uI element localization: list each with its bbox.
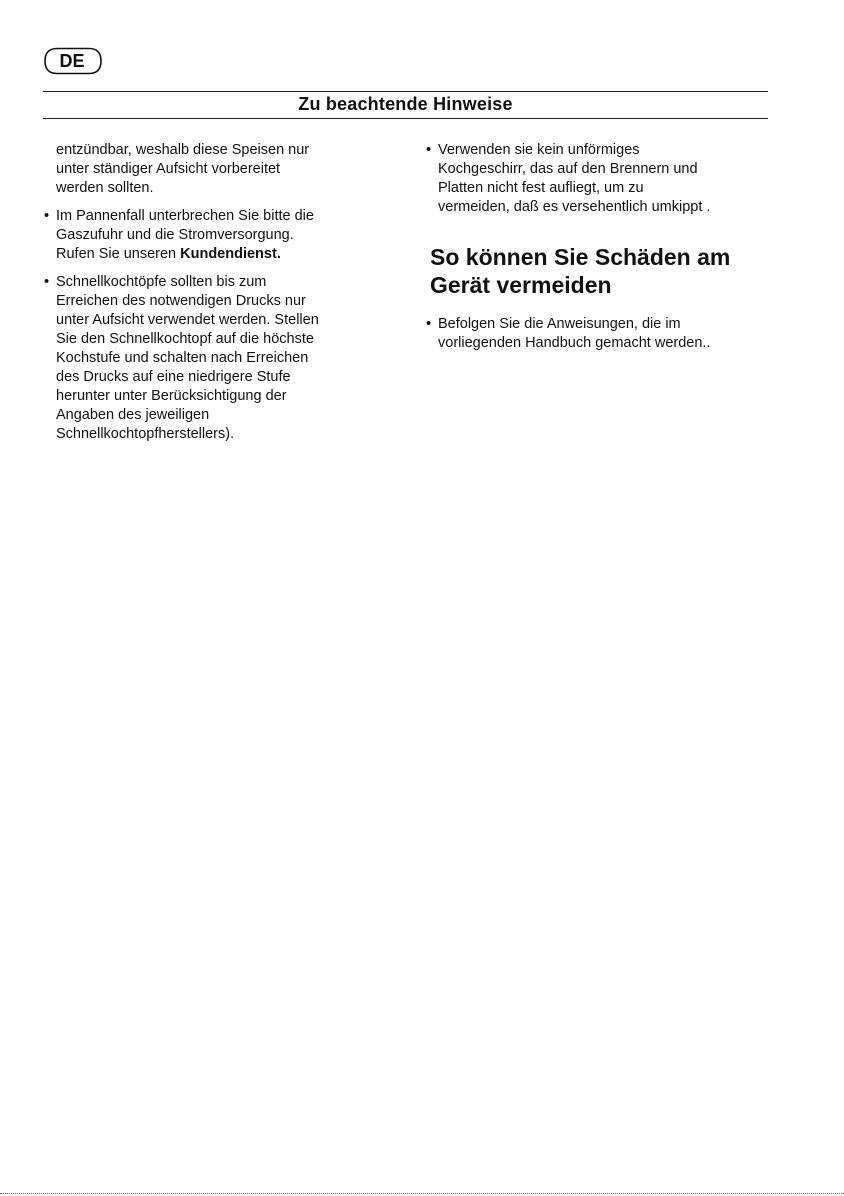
paragraph-line: Schnellkochtopfherstellers). — [56, 426, 235, 442]
paragraph-line: Im Pannenfall unterbrechen Sie bitte die — [56, 208, 314, 224]
page-bottom-edge — [0, 1193, 844, 1194]
paragraph-line — [56, 245, 389, 264]
paragraph-line: Kochstufe und schalten nach Erreichen — [56, 350, 309, 366]
list-item — [44, 141, 389, 198]
list-item — [44, 207, 389, 264]
paragraph-line: Verwenden sie kein unförmiges — [438, 142, 640, 158]
right-column — [426, 141, 776, 362]
paragraph-line: werden sollten. — [56, 180, 154, 196]
language-badge-label: DE — [59, 51, 85, 71]
header-rule-bottom — [43, 118, 768, 119]
list-item — [426, 141, 776, 217]
customer-service-emphasis: Kundendienst — [180, 246, 277, 262]
paragraph-line: Platten nicht fest aufliegt, um zu — [438, 180, 644, 196]
line-suffix: . — [276, 246, 281, 262]
line-prefix: Rufen Sie unseren — [56, 246, 181, 262]
bullet: • — [44, 274, 50, 290]
heading-line: Gerät vermeiden — [430, 272, 612, 298]
paragraph-line: vermeiden, daß es versehentlich umkippt . — [438, 199, 711, 215]
paragraph-line: des Drucks auf eine niedrigere Stufe — [56, 369, 291, 385]
header-rule-top — [43, 91, 768, 92]
bullet: • — [426, 142, 432, 158]
paragraph-line: entzündbar, weshalb diese Speisen nur — [56, 142, 310, 158]
paragraph-line: Gaszufuhr und die Stromversorgung. — [56, 227, 294, 243]
bullet: • — [426, 316, 432, 332]
list-item — [44, 273, 389, 444]
paragraph-line: Angaben des jeweiligen — [56, 407, 210, 423]
left-column — [44, 141, 389, 453]
language-badge — [43, 47, 103, 75]
section-title: Zu beachtende Hinweise — [298, 94, 513, 114]
paragraph-line: vorliegenden Handbuch gemacht werden.. — [438, 335, 711, 351]
paragraph-line: Schnellkochtöpfe sollten bis zum — [56, 274, 267, 290]
paragraph-line: Befolgen Sie die Anweisungen, die im — [438, 316, 681, 332]
list-item — [426, 315, 776, 353]
paragraph-line: unter Aufsicht verwendet werden. Stellen — [56, 312, 319, 328]
paragraph-line: unter ständiger Aufsicht vorbereitet — [56, 161, 281, 177]
heading-line: So können Sie Schäden am — [430, 244, 731, 270]
damage-prevention-heading — [430, 243, 776, 299]
bullet: • — [44, 208, 50, 224]
paragraph-line: herunter unter Berücksichtigung der — [56, 388, 287, 404]
paragraph-line: Erreichen des notwendigen Drucks nur — [56, 293, 306, 309]
paragraph-line: Sie den Schnellkochtopf auf die höchste — [56, 331, 314, 347]
paragraph-line: Kochgeschirr, das auf den Brennern und — [438, 161, 698, 177]
